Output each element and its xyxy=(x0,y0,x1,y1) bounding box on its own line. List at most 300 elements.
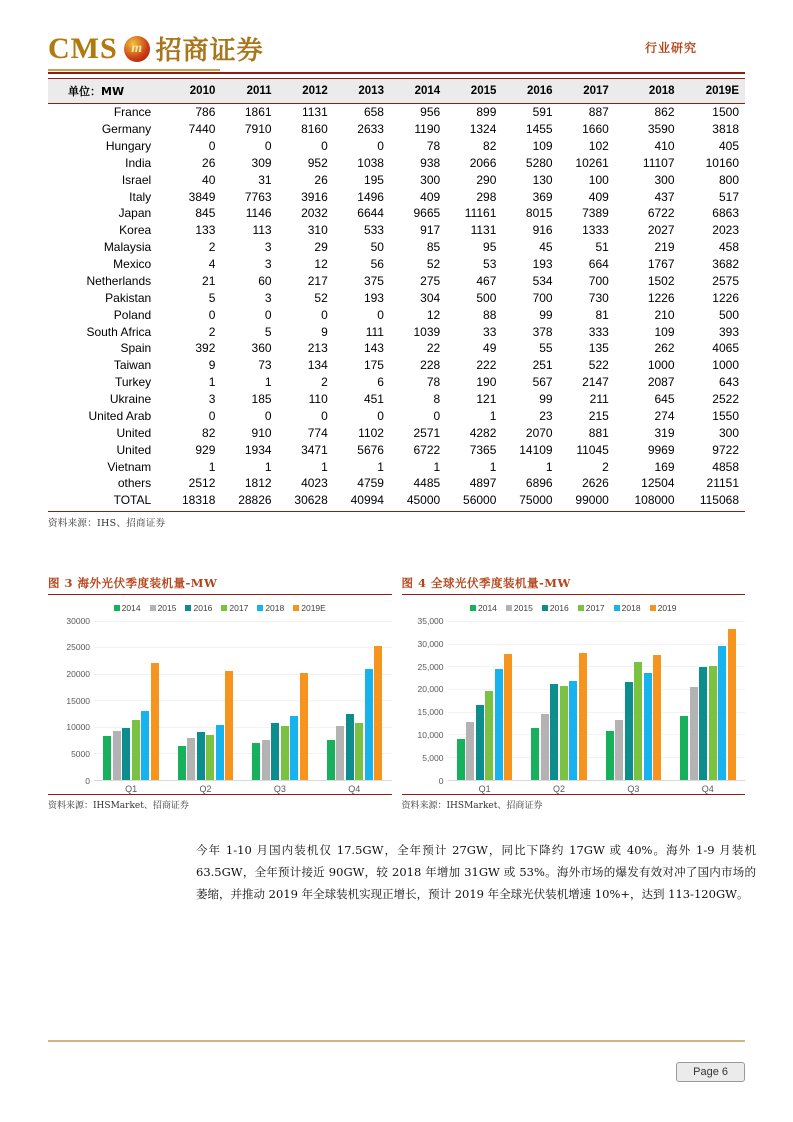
table-cell: 8160 xyxy=(301,122,328,137)
bar xyxy=(346,714,354,780)
legend-item xyxy=(185,603,212,613)
table-col-2018: 2018 xyxy=(615,79,681,104)
bar xyxy=(495,669,503,779)
legend-label: 2019E xyxy=(301,602,326,613)
table-cell: 6896 xyxy=(525,476,553,491)
legend-label: 2018 xyxy=(621,602,641,613)
table-cell: 0 xyxy=(321,138,328,153)
table-row-label: Korea xyxy=(119,223,152,238)
table-cell: 193 xyxy=(363,290,384,305)
legend-item xyxy=(506,603,533,613)
table-cell: 99 xyxy=(539,392,553,407)
table-cell: 56 xyxy=(370,257,384,272)
legend-swatch-icon xyxy=(293,605,299,611)
table-cell: 215 xyxy=(588,408,609,423)
chart-4-x-axis xyxy=(448,781,746,794)
table-cell: 4282 xyxy=(469,425,497,440)
chart-4-body xyxy=(402,595,746,795)
table-cell: 78 xyxy=(426,375,441,390)
table-cell: 1455 xyxy=(525,122,553,137)
table-cell: 0 xyxy=(264,408,272,423)
table-row xyxy=(48,425,745,442)
table-row xyxy=(48,307,745,324)
table-cell: 222 xyxy=(476,358,497,373)
table-row-label: South Africa xyxy=(86,324,152,339)
bar xyxy=(615,720,623,780)
table-cell: 4065 xyxy=(712,341,739,356)
table-cell: 18318 xyxy=(165,492,221,511)
table-row xyxy=(48,205,745,222)
bar-group xyxy=(671,621,745,780)
legend-item xyxy=(293,603,326,613)
table-cell: 2512 xyxy=(188,476,216,491)
legend-label: 2017 xyxy=(585,602,605,613)
table-cell: 3682 xyxy=(712,257,739,272)
table-cell: 30628 xyxy=(278,492,334,511)
table-cell: 1500 xyxy=(712,105,739,120)
table-cell: 917 xyxy=(420,223,441,238)
table-cell: 451 xyxy=(363,392,384,407)
table-cell: 0 xyxy=(377,138,384,153)
table-cell: 517 xyxy=(718,189,739,204)
table-cell: 7763 xyxy=(244,189,272,204)
legend-swatch-icon xyxy=(221,605,227,611)
y-axis-tick-label: 35,000 xyxy=(417,615,444,626)
table-cell: 1038 xyxy=(357,155,384,170)
bar xyxy=(252,743,260,780)
logo-chinese-text: 招商证券 xyxy=(155,36,264,66)
table-cell: 134 xyxy=(307,358,328,373)
table-cell: 0 xyxy=(208,138,216,153)
table-cell: 193 xyxy=(532,257,553,272)
table-cell: 11107 xyxy=(642,155,675,170)
table-cell: 3 xyxy=(264,257,272,272)
table-cell: 190 xyxy=(476,375,497,390)
table-cell: 11161 xyxy=(464,206,497,221)
table-row-label: Turkey xyxy=(114,375,152,390)
legend-item xyxy=(221,603,248,613)
table-cell: 6722 xyxy=(647,206,675,221)
chart-3-y-axis xyxy=(48,615,94,786)
legend-swatch-icon xyxy=(542,605,548,611)
table-cell: 274 xyxy=(654,408,675,423)
table-cell: 2027 xyxy=(647,223,675,238)
x-axis-tick-label: Q2 xyxy=(553,783,566,794)
table-cell: 290 xyxy=(476,172,497,187)
table-cell: 1 xyxy=(489,408,497,423)
table-cell: 700 xyxy=(588,273,609,288)
table-cell: 929 xyxy=(195,442,216,457)
table-cell: 21 xyxy=(202,273,216,288)
table-cell: 228 xyxy=(420,358,441,373)
table-cell: 5 xyxy=(208,290,216,305)
table-row-label: TOTAL xyxy=(48,492,165,511)
bar xyxy=(206,735,214,780)
table-cell: 26 xyxy=(202,155,216,170)
table-cell: 12 xyxy=(314,257,328,272)
table-cell: 1226 xyxy=(647,290,675,305)
table-cell: 109 xyxy=(654,324,675,339)
table-cell: 23 xyxy=(539,408,553,423)
header-divider xyxy=(48,72,745,74)
table-cell: 9969 xyxy=(647,442,675,457)
legend-label: 2016 xyxy=(193,602,213,613)
y-axis-tick-label: 25,000 xyxy=(417,661,444,672)
cms-logo xyxy=(48,30,745,67)
table-cell: 1333 xyxy=(582,223,609,238)
x-axis-tick-label: Q3 xyxy=(627,783,640,794)
table-cell: 81 xyxy=(595,307,609,322)
table-row xyxy=(48,391,745,408)
table-cell: 300 xyxy=(718,425,739,440)
table-cell: 7440 xyxy=(188,122,216,137)
table-cell: 78 xyxy=(426,138,441,153)
x-axis-tick-label: Q2 xyxy=(199,783,212,794)
table-row xyxy=(48,222,745,239)
table-cell: 956 xyxy=(420,105,441,120)
table-cell: 1861 xyxy=(244,105,272,120)
table-row-label: Ukraine xyxy=(109,392,152,407)
bar xyxy=(579,653,587,780)
table-cell: 12504 xyxy=(641,476,675,491)
table-cell: 2147 xyxy=(582,375,609,390)
table-cell: 111 xyxy=(365,324,384,339)
table-cell: 14109 xyxy=(519,442,553,457)
bar-group xyxy=(243,621,317,780)
table-row-label: Mexico xyxy=(113,257,152,272)
y-axis-tick-label: 10,000 xyxy=(417,730,444,741)
bar-group xyxy=(448,621,522,780)
table-cell: 1934 xyxy=(244,442,272,457)
bar xyxy=(457,739,465,780)
table-cell: 1 xyxy=(433,459,441,474)
bar-group xyxy=(94,621,168,780)
legend-item xyxy=(257,603,284,613)
table-cell: 786 xyxy=(195,105,216,120)
bar xyxy=(178,746,186,779)
page-header xyxy=(48,0,745,68)
table-col-2012: 2012 xyxy=(278,79,334,104)
bar xyxy=(485,691,493,780)
table-cell: 2070 xyxy=(525,425,553,440)
y-axis-tick-label: 5,000 xyxy=(422,752,444,763)
chart-3-legend xyxy=(48,603,392,613)
chart-4-y-axis xyxy=(402,615,448,786)
legend-item xyxy=(578,603,605,613)
table-cell: 300 xyxy=(654,172,675,187)
table-cell: 500 xyxy=(718,307,739,322)
table-cell: 899 xyxy=(476,105,497,120)
x-axis-tick-label: Q4 xyxy=(701,783,714,794)
legend-swatch-icon xyxy=(114,605,120,611)
table-cell: 2 xyxy=(208,324,216,339)
table-cell: 4023 xyxy=(301,476,328,491)
table-cell: 3590 xyxy=(647,122,675,137)
y-axis-tick-label: 15000 xyxy=(66,695,90,706)
table-row-label: India xyxy=(125,155,152,170)
table-col-2010: 2010 xyxy=(165,79,221,104)
table-cell: 298 xyxy=(476,189,497,204)
table-cell: 1000 xyxy=(712,358,739,373)
table-cell: 1 xyxy=(264,459,272,474)
page-number-badge: Page 6 xyxy=(676,1062,745,1082)
bar xyxy=(504,654,512,780)
bar xyxy=(336,726,344,780)
table-cell: 6722 xyxy=(413,442,441,457)
table-cell: 6644 xyxy=(357,206,384,221)
legend-swatch-icon xyxy=(470,605,476,611)
bar xyxy=(225,671,233,780)
table-cell: 1131 xyxy=(301,105,328,120)
table-cell: 82 xyxy=(202,425,216,440)
table-cell: 10160 xyxy=(705,155,739,170)
table-col-2016: 2016 xyxy=(502,79,558,104)
table-cell: 135 xyxy=(588,341,609,356)
y-axis-tick-label: 30000 xyxy=(66,615,90,626)
table-row xyxy=(48,273,745,290)
legend-item xyxy=(542,603,569,613)
legend-label: 2019 xyxy=(657,602,677,613)
table-cell: 251 xyxy=(532,358,553,373)
table-cell: 369 xyxy=(532,189,553,204)
bar xyxy=(113,731,121,780)
table-cell: 2 xyxy=(602,459,609,474)
chart-4-plot-area xyxy=(448,621,746,781)
table-cell: 0 xyxy=(377,408,384,423)
table-cell: 0 xyxy=(321,307,328,322)
table-cell: 378 xyxy=(532,324,553,339)
table-cell: 910 xyxy=(251,425,272,440)
table-cell: 2032 xyxy=(301,206,328,221)
table-row xyxy=(48,138,745,155)
table-row-label: Germany xyxy=(101,122,152,137)
table-cell: 437 xyxy=(654,189,675,204)
table-cell: 0 xyxy=(377,307,384,322)
table-row-label: United xyxy=(116,442,152,457)
table-cell: 310 xyxy=(307,223,328,238)
table-cell: 2 xyxy=(208,240,216,255)
table-cell: 952 xyxy=(307,155,328,170)
table-row xyxy=(48,357,745,374)
chart-3-plot xyxy=(48,615,392,786)
bar-groups xyxy=(94,621,392,780)
table-cell: 862 xyxy=(654,105,675,120)
table-cell: 82 xyxy=(483,138,497,153)
table-col-2019E: 2019E xyxy=(681,79,745,104)
table-cell: 1 xyxy=(208,459,216,474)
bar xyxy=(281,726,289,780)
table-cell: 405 xyxy=(718,138,739,153)
y-axis-tick-label: 20000 xyxy=(66,669,90,680)
chart-3-title: 图 3 海外光伏季度装机量-MW xyxy=(48,575,392,595)
table-cell: 0 xyxy=(321,408,328,423)
table-cell: 533 xyxy=(363,223,384,238)
table-cell: 0 xyxy=(208,408,216,423)
bar xyxy=(699,667,707,780)
table-cell: 300 xyxy=(420,172,441,187)
table-row xyxy=(48,239,745,256)
table-cell: 55 xyxy=(539,341,553,356)
table-cell: 3818 xyxy=(712,122,739,137)
table-cell: 591 xyxy=(532,105,553,120)
bar xyxy=(634,662,642,780)
bar xyxy=(374,646,382,780)
table-cell: 916 xyxy=(532,223,553,238)
table-cell: 1 xyxy=(545,459,553,474)
chart-3-x-axis xyxy=(94,781,392,794)
table-row-label: Israel xyxy=(121,172,152,187)
table-cell: 5676 xyxy=(357,442,384,457)
table-cell: 100 xyxy=(588,172,609,187)
table-col-2011: 2011 xyxy=(221,79,277,104)
table-cell: 9722 xyxy=(712,442,739,457)
chart-3-source-note: 资料来源：IHSMarket、招商证券 xyxy=(48,800,189,811)
bar xyxy=(569,681,577,780)
legend-item xyxy=(150,603,177,613)
table-cell: 938 xyxy=(420,155,441,170)
bar xyxy=(187,738,195,780)
table-cell: 1 xyxy=(489,459,497,474)
table-cell: 2 xyxy=(321,375,328,390)
legend-item xyxy=(614,603,641,613)
bar-group xyxy=(317,621,391,780)
table-cell: 130 xyxy=(532,172,553,187)
table-cell: 115068 xyxy=(681,492,745,511)
table-cell: 29 xyxy=(314,240,328,255)
y-axis-tick-label: 5000 xyxy=(71,749,90,760)
table-cell: 169 xyxy=(654,459,675,474)
table-cell: 1000 xyxy=(647,358,675,373)
chart-4-title: 图 4 全球光伏季度装机量-MW xyxy=(402,575,746,595)
bar xyxy=(262,740,270,780)
table-cell: 2571 xyxy=(413,425,441,440)
table-cell: 95 xyxy=(483,240,497,255)
legend-swatch-icon xyxy=(578,605,584,611)
table-cell: 52 xyxy=(314,290,328,305)
table-row-label: Netherlands xyxy=(86,273,152,288)
table-cell: 52 xyxy=(426,257,441,272)
table-cell: 700 xyxy=(532,290,553,305)
table-cell: 1 xyxy=(321,459,328,474)
table-row xyxy=(48,323,745,340)
table-cell: 409 xyxy=(420,189,441,204)
y-axis-tick-label: 20,000 xyxy=(417,684,444,695)
table-cell: 75000 xyxy=(502,492,558,511)
table-row xyxy=(48,104,745,121)
table-row xyxy=(48,374,745,391)
table-source-note: 资料来源：IHS、招商证券 xyxy=(48,517,166,529)
bar xyxy=(216,725,224,780)
table-cell: 2522 xyxy=(712,392,739,407)
table-row xyxy=(48,458,745,475)
table-cell: 3471 xyxy=(301,442,328,457)
table-cell: 800 xyxy=(718,172,739,187)
table-cell: 458 xyxy=(718,240,739,255)
table-row xyxy=(48,155,745,172)
legend-swatch-icon xyxy=(506,605,512,611)
table-cell: 333 xyxy=(588,324,609,339)
table-body xyxy=(48,104,745,512)
bar xyxy=(365,669,373,780)
table-cell: 108000 xyxy=(615,492,681,511)
table-cell: 10261 xyxy=(575,155,609,170)
table-cell: 26 xyxy=(314,172,328,187)
table-cell: 50 xyxy=(370,240,384,255)
table-col-2014: 2014 xyxy=(390,79,446,104)
table-cell: 304 xyxy=(420,290,441,305)
table-row-label: Malaysia xyxy=(103,240,152,255)
x-axis-tick-label: Q1 xyxy=(478,783,491,794)
table-row xyxy=(48,492,745,511)
table-cell: 5280 xyxy=(525,155,553,170)
table-cell: 49 xyxy=(483,341,497,356)
table-cell: 1039 xyxy=(413,324,441,339)
table-cell: 1660 xyxy=(582,122,609,137)
table-cell: 22 xyxy=(426,341,441,356)
table-cell: 11045 xyxy=(576,442,609,457)
table-cell: 645 xyxy=(654,392,675,407)
body-paragraph: 今年 1-10 月国内装机仅 17.5GW，全年预计 27GW，同比下降约 17GW 或 40%。海外 1-9 月装机 63.5GW，全年预计接近 90GW，较 2018 年增加 31GW 或 53%。海外市场的爆发有效对冲了国内市场的萎缩，并推动 2019 年全球装机实现正增长，预计 2019 年全球光伏装机增速 10%+，达到 113-120GW。 xyxy=(196,842,756,901)
table-cell: 4759 xyxy=(357,476,384,491)
table-row xyxy=(48,188,745,205)
table-cell: 774 xyxy=(307,425,328,440)
table-cell: 1 xyxy=(208,375,216,390)
bar xyxy=(550,684,558,779)
bar xyxy=(141,711,149,780)
table-row-label: Vietnam xyxy=(107,459,152,474)
chart-3-container xyxy=(48,575,392,811)
legend-label: 2016 xyxy=(549,602,569,613)
bar xyxy=(132,720,140,779)
table-cell: 175 xyxy=(363,358,384,373)
table-cell: 2575 xyxy=(712,273,739,288)
chart-4-container xyxy=(402,575,746,811)
table-cell: 0 xyxy=(264,138,272,153)
table-cell: 1 xyxy=(264,375,272,390)
table-cell: 85 xyxy=(426,240,441,255)
table-cell: 8 xyxy=(433,392,441,407)
table-row-label: Japan xyxy=(118,206,152,221)
table-cell: 219 xyxy=(654,240,675,255)
table-cell: 6 xyxy=(377,375,384,390)
table-cell: 2087 xyxy=(647,375,675,390)
table-cell: 2066 xyxy=(469,155,497,170)
table-cell: 319 xyxy=(654,425,675,440)
table-cell: 1190 xyxy=(414,122,441,137)
bar xyxy=(709,666,717,780)
table-cell: 133 xyxy=(195,223,216,238)
table-cell: 2633 xyxy=(357,122,384,137)
logo-seal-icon: m xyxy=(124,36,150,62)
table-cell: 3849 xyxy=(188,189,216,204)
table-cell: 262 xyxy=(654,341,675,356)
legend-swatch-icon xyxy=(150,605,156,611)
chart-4-source-note: 资料来源：IHSMarket、招商证券 xyxy=(401,800,543,811)
bar xyxy=(271,723,279,780)
y-axis-tick-label: 30,000 xyxy=(417,638,444,649)
table-cell: 73 xyxy=(258,358,272,373)
table-cell: 4858 xyxy=(712,459,739,474)
table-row xyxy=(48,340,745,357)
bar xyxy=(531,728,539,780)
bar xyxy=(560,686,568,780)
bar xyxy=(653,655,661,780)
table-row xyxy=(48,256,745,273)
table-cell: 0 xyxy=(433,408,441,423)
bar xyxy=(476,705,484,780)
y-axis-tick-label: 10000 xyxy=(66,722,90,733)
table-cell: 730 xyxy=(588,290,609,305)
